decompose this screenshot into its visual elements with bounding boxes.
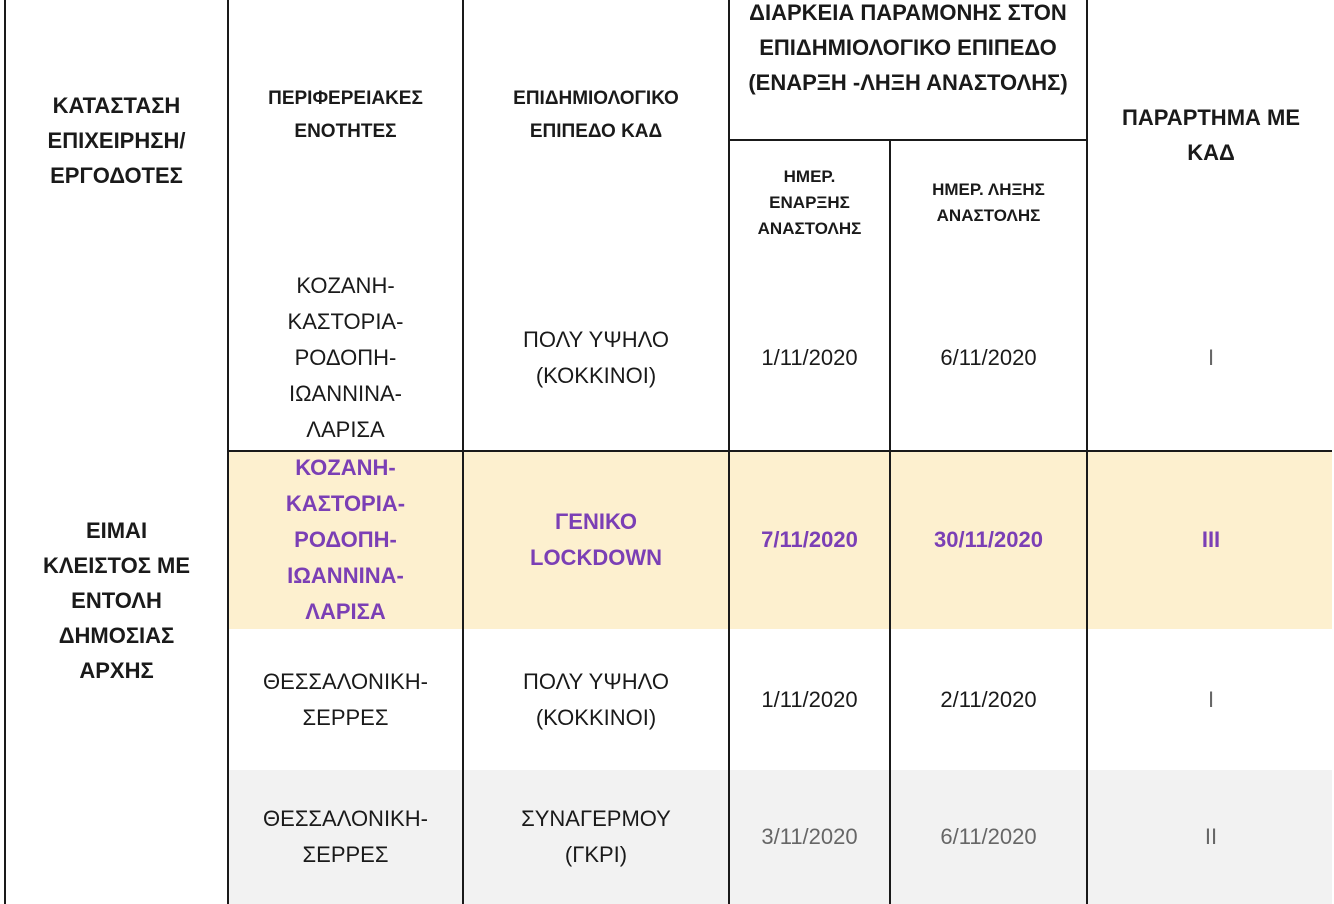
table-row-1-start: 1/11/2020 [761,345,858,370]
header-end-date-label: ΗΜΕΡ. ΛΗΞΗΣ ΑΝΑΣΤΟΛΗΣ [932,179,1045,225]
table-row-4-level [464,770,728,904]
header-duration-label: ΔΙΑΡΚΕΙΑ ΠΑΡΑΜΟΝΗΣ ΣΤΟΝ ΕΠΙΔΗΜΙΟΛΟΓΙΚΟ ΕΠΙΠΕΔΟ (ΕΝΑΡΞΗ -ΛΗΞΗ ΑΝΑΣΤΟΛΗΣ) [748,0,1068,95]
header-duration [730,0,1086,140]
header-level [464,60,728,170]
table-row-1-regions [229,268,462,448]
table-row-3-start: 1/11/2020 [761,687,858,712]
header-start-date-label: ΗΜΕΡ. ΕΝΑΡΞΗΣ ΑΝΑΣΤΟΛΗΣ [757,166,862,238]
header-status-label: ΚΑΤΑΣΤΑΣΗ ΕΠΙΧΕΙΡΗΣΗ/ ΕΡΓΟΔΟΤΕΣ [47,92,186,188]
header-status [6,60,227,220]
table-row-2-annex: III [1201,527,1221,552]
table-row-4-annex: II [1204,824,1218,849]
table-row-4-end: 6/11/2020 [940,824,1037,849]
status-cell [6,420,227,780]
status-value: ΕΙΜΑΙ ΚΛΕΙΣΤΟΣ ΜΕ ΕΝΤΟΛΗ ΔΗΜΟΣΙΑΣ ΑΡΧΗΣ [42,517,191,683]
table-row-2-start: 7/11/2020 [761,527,858,552]
header-end-date [891,150,1086,255]
header-level-label: ΕΠΙΔΗΜΙΟΛΟΓΙΚΟ ΕΠΙΠΕΔΟ ΚΑΔ [513,88,679,142]
level-text: ΣΥΝΑΓΕΡΜΟΥ (ΓΚΡΙ) [521,806,671,867]
level-text: ΓΕΝΙΚΟ LOCKDOWN [530,509,662,570]
table-row-1-level [464,268,728,448]
table-row-2-level [464,452,728,628]
header-start-date [730,150,889,255]
table-row-3-annex: I [1207,687,1215,712]
table-row-1-end: 6/11/2020 [940,345,1037,370]
level-text: ΠΟΛΥ ΥΨΗΛΟ (ΚΟΚΚΙΝΟΙ) [523,327,669,388]
level-text: ΠΟΛΥ ΥΨΗΛΟ (ΚΟΚΚΙΝΟΙ) [523,669,669,730]
table-row-1-annex: I [1207,345,1215,370]
header-regions [229,60,462,170]
header-regions-label: ΠΕΡΙΦΕΡΕΙΑΚΕΣ ΕΝΟΤΗΤΕΣ [268,88,423,142]
table-row-3-level [464,630,728,770]
table-row-2-regions [229,452,462,628]
table-row-3-regions [229,630,462,770]
table-row-3-end: 2/11/2020 [940,687,1037,712]
table-row-4-start: 3/11/2020 [761,824,858,849]
header-annex [1088,80,1334,190]
regions-text: ΚΟΖΑΝΗ-ΚΑΣΤΟΡΙΑ-ΡΟΔΟΠΗ-ΙΩΑΝΝΙΝΑ-ΛΑΡΙΣΑ [287,273,404,442]
regions-text: ΘΕΣΣΑΛΟΝΙΚΗ-ΣΕΡΡΕΣ [263,806,428,867]
table-row-2-end: 30/11/2020 [934,527,1043,552]
regions-text: ΚΟΖΑΝΗ-ΚΑΣΤΟΡΙΑ-ΡΟΔΟΠΗ-ΙΩΑΝΝΙΝΑ-ΛΑΡΙΣΑ [285,455,406,624]
table-row-4-regions [229,770,462,904]
regions-text: ΘΕΣΣΑΛΟΝΙΚΗ-ΣΕΡΡΕΣ [263,669,428,730]
header-annex-label: ΠΑΡΑΡΤΗΜΑ ΜΕ ΚΑΔ [1121,105,1301,165]
